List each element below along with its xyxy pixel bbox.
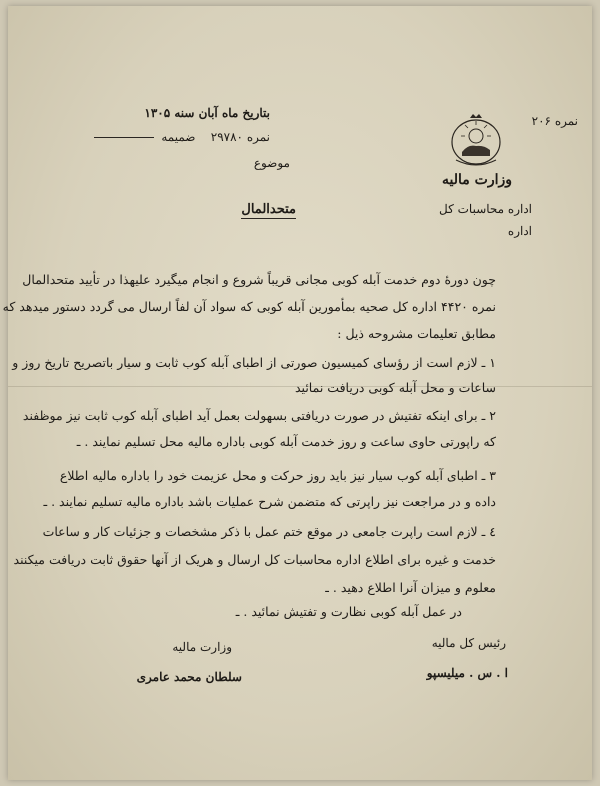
- body-line: معلوم و میزان آنرا اطلاع دهید . ـ: [325, 580, 496, 595]
- body-line: در عمل آبله کوبی نظارت و تفتیش نمائید . ـ: [235, 604, 462, 619]
- signatory-name: ا . س . میلیسپو: [426, 666, 508, 680]
- date-line: بتاریخ ماه آبان سنه ۱۳۰۵: [144, 106, 270, 120]
- body-line: ۱ ـ لازم است از رؤسای کمیسیون صورتی از اطبای آبله کوب ثابت و سیار باتصریح تاریخ روز و: [12, 355, 496, 370]
- department-line: اداره محاسبات کل: [439, 202, 532, 216]
- body-line: نمره ۴۴۲۰ اداره کل صحیه بمأمورین آبله کوبی که سواد آن لفاً ارسال می گردد دستور میدهد که: [2, 299, 496, 314]
- body-line: مطابق تعلیمات مشروحه ذیل :: [337, 326, 496, 341]
- body-line: چون دورهٔ دوم خدمت آبله کوبی مجانی قریباً شروع و انجام میگیرد علیهذا در تأیید متحدالمال: [22, 272, 496, 287]
- body-line: خدمت و غیره برای اطلاع اداره محاسبات کل ارسال و هریک از آنها حقوق ثابت دریافت میکنند: [13, 552, 496, 567]
- body-line: که راپورتی حاوی ساعت و روز خدمت آبله کوبی باداره مالیه محل تسلیم نمایند . ـ: [76, 434, 496, 449]
- lion-and-sun-emblem-icon: [448, 112, 504, 170]
- reference-line: [94, 130, 270, 144]
- body-line: ساعات و محل آبله کوبی دریافت نمائید: [295, 380, 496, 395]
- attachment-blank: [94, 137, 154, 138]
- circular-heading: متحدالمال: [241, 202, 296, 217]
- subject-label: موضوع: [253, 156, 290, 170]
- body-line: ۳ ـ اطبای آبله کوب سیار نیز باید روز حرکت و محل عزیمت خود را باداره مالیه اطلاع: [59, 468, 496, 483]
- signatory-title: رئیس کل مالیه: [431, 636, 506, 650]
- co-signatory-name: سلطان محمد عامری: [136, 670, 242, 684]
- letter-number: نمره ۲۰۶: [531, 114, 578, 128]
- ministry-title: وزارت مالیه: [442, 172, 512, 188]
- attachment-label: ضمیمه: [161, 130, 196, 144]
- department-line-2: اداره: [507, 224, 532, 238]
- reference-number: نمره ۲۹۷۸۰: [210, 130, 270, 144]
- body-line: ۲ ـ برای اینکه تفتیش در صورت دریافتی بسهولت بعمل آید اطبای آبله کوب ثابت نیز موظفند: [22, 408, 496, 423]
- document-page: [2, 6, 592, 780]
- co-signatory-title: وزارت مالیه: [172, 640, 232, 654]
- body-line: داده و در مراجعت نیز راپرتی که متضمن شرح عملیات باشد باداره مالیه تسلیم نمایند . ـ: [43, 494, 496, 509]
- body-line: ٤ ـ لازم است راپرت جامعی در موقع ختم عمل با ذکر مشخصات و جزئیات کار و ساعات: [42, 524, 496, 539]
